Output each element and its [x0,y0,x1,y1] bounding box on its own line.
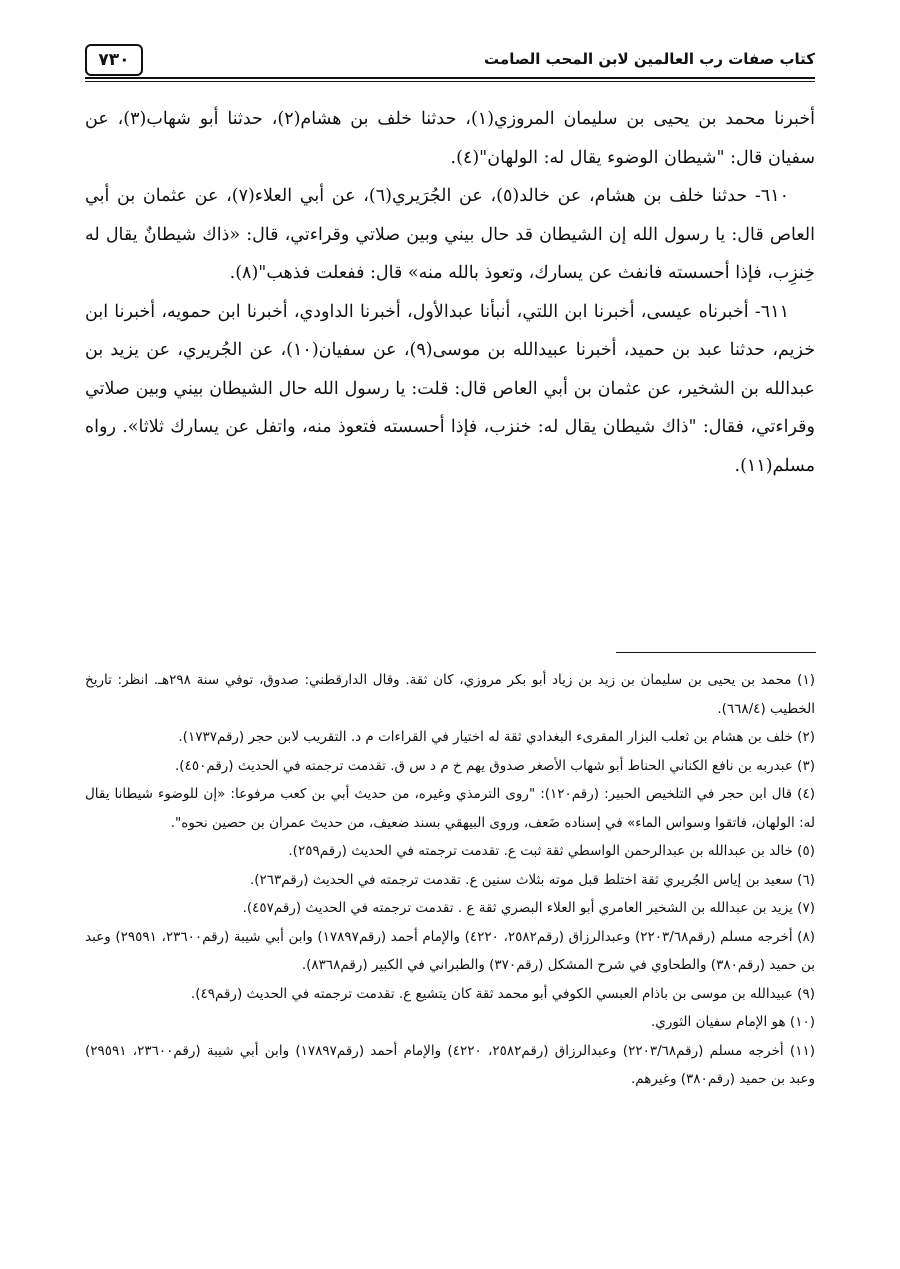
footnote-5: (٥) خالد بن عبدالله بن عبدالرحمن الواسطي ثقة ثبت ع. تقدمت ترجمته في الحديث (رقم٢٥٩). [288,843,815,859]
page-number: ٧٣٠ [85,44,143,76]
footnote-line: ٢٩٥٩١) وعبد بن حميد (رقم٣٨٠) وغيرهم. [85,1042,815,1087]
footnote-2: (٢) خلف بن هشام بن ثعلب البزار المقرىء البغدادي ثقة له اختيار في القراءات م د. التقريب لابن حجر (رقم١٧٣٧). [178,729,815,745]
footnote-7: (٧) يزيد بن عبدالله بن الشخير العامري أبو العلاء البصري ثقة ع . تقدمت ترجمته في الحديث (رقم٤٥٧). [242,900,815,916]
main-text [85,100,815,485]
text-line: ٦١١- أخبرناه عيسى، أخبرنا ابن اللتي، أنبأنا عبدالأول، أخبرنا الداودي، أخبرنا ابن حمويه، أخبرنا ابن [85,301,789,322]
text-line: أحسسته فانفث عن يسارك، وتعوذ بالله منه» قال: ففعلت فذهب"(٨). [229,263,730,283]
hadith-610 [85,177,815,293]
page-header [85,44,815,80]
book-title: كتاب صفات رب العالمين لابن المحب الصامت [484,50,815,68]
footnote-3: (٣) عبدربه بن نافع الكناني الحناط أبو شهاب الأصغر صدوق يهم خ م د س ق. تقدمت ترجمته في الحديث (رقم٤٥٠). [175,757,815,774]
footnote-separator [616,652,816,653]
footnote-10: (١٠) هو الإمام سفيان الثوري. [650,1014,815,1030]
text-line: أخبرنا محمد بن يحيى بن سليمان المروزي(١)، حدثنا خلف بن هشام(٢)، حدثنا أبو شهاب(٣)، عن سفيان [85,109,815,168]
header-rule [85,77,815,79]
text-line: ٦١٠- حدثنا خلف بن هشام، عن خالد(٥)، عن الجُرَيري(٦)، عن أبي العلاء(٧)، عن عثمان بن أبي العاص [85,186,815,245]
footnote-line: (١) محمد بن يحيى بن سليمان بن زيد بن زياد أبو بكر مروزي، كان ثقة. وقال الدارقطني: صدوق، توفي سنة ٢٩٨هـ. انظر: تاريخ الخطيب [85,672,815,717]
hadith-611 [85,293,815,486]
footnote-line: (١١) أخرجه مسلم (رقم٢٢٠٣/٦٨) وعبدالرزاق (رقم٢٥٨٢، ٤٢٢٠) والإمام أحمد (رقم١٧٨٩٧) وابن أبي شيبة (رقم٢٣٦٠٠، [132,1042,815,1059]
text-line: خزيم، حدثنا عبد بن حميد، أخبرنا عبيدالله بن موسى(٩)، عن سفيان(١٠)، عن الجُريري، عن يزيد بن عبدالله بن [85,340,816,399]
header-rule-thin [85,81,815,82]
footnote-11 [85,1037,815,1094]
footnote-line: ٢٩٥٩١) وعبد بن حميد (رقم٣٨٠) والطحاوي في شرح المشكل (رقم٣٧٠) والطبراني في الكبير (رقم٨٣٦٨). [85,928,815,973]
text-line: قال: يا رسول الله إن الشيطان قد حال بيني وبين صلاتي وقراءتي، قال: «ذاك شيطانٌ يقال له خِنزِب، فإذا [85,224,815,283]
text-line: قال: "شيطان الوضوء يقال له: الولهان"(٤). [450,147,763,168]
footnote-line: الولهان، فاتقوا وسواس الماء» في إسناده ضَعف، وروى البيهقي بسند ضعيف، من حديث عمران بن حصين نحوه". [170,814,795,831]
footnote-8 [85,923,815,980]
footnote-line: (٤) قال ابن حجر في التلخيص الحبير: (رقم١٢٠): "روى الترمذي وغيره، من حديث أبي بن كعب مرفوعا: «إن للوضوء شيطانا يقال له: [85,786,815,831]
text-line: الشخير، عن عثمان بن أبي العاص قال: قلت: يا رسول الله حال الشيطان بيني وبين صلاتي وقراءتي، فقال: "ذاك [85,378,815,437]
footnote-line: (٦٦٨/٤). [717,700,766,717]
footnote-line: (٨) أخرجه مسلم (رقم٢٢٠٣/٦٨) وعبدالرزاق (رقم٢٥٨٢، ٤٢٢٠) والإمام أحمد (رقم١٧٨٩٧) وابن أبي شيبة (رقم٢٣٦٠٠، [161,928,815,945]
footnotes [85,666,815,1094]
footnote-9: (٩) عبيدالله بن موسى بن باذام العبسي الكوفي أبو محمد ثقة كان يتشيع ع. تقدمت ترجمته في الحديث (رقم٤٩). [190,985,815,1002]
footnote-4 [85,780,815,837]
text-line: شيطان يقال له: خنزب، فإذا أحسسته فتعوذ منه، واتفل عن يسارك ثلاثا». رواه مسلم(١١). [85,417,815,476]
footnote-1 [85,666,815,723]
footnote-6: (٦) سعيد بن إياس الجُريري ثقة اختلط قبل موته بثلاث سنين ع. تقدمت ترجمته في الحديث (رقم٢٦٣). [249,871,815,888]
paragraph-1 [85,100,815,177]
